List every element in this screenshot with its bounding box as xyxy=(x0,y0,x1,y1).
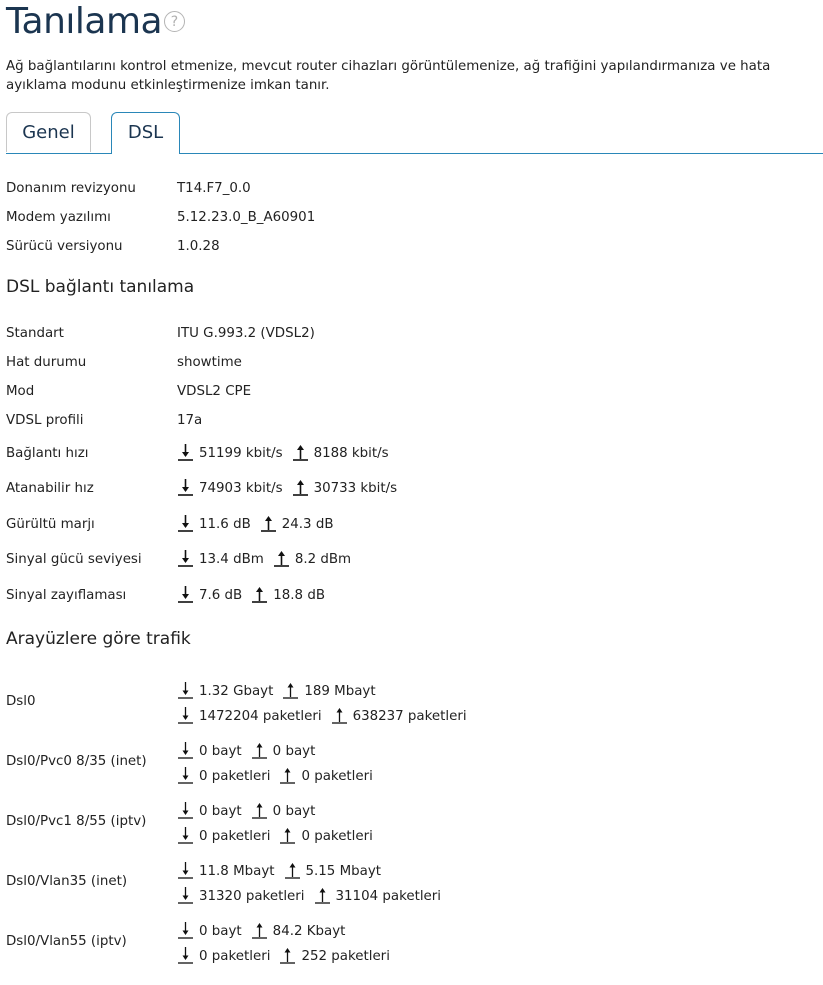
interface-label: Dsl0 xyxy=(6,694,36,709)
dsl-pair-noise-margin xyxy=(177,514,334,532)
download-arrow-icon xyxy=(177,706,194,724)
upload-arrow-icon xyxy=(279,946,296,964)
bytes-down: 0 bayt xyxy=(199,744,242,759)
interface-bytes-pvc0 xyxy=(177,741,315,759)
info-label: Donanım revizyonu xyxy=(6,181,136,196)
dsl-value: 17a xyxy=(177,413,203,428)
page-title: Tanılama xyxy=(6,1,163,42)
upload-arrow-icon xyxy=(314,886,331,904)
info-value: 5.12.23.0_B_A60901 xyxy=(177,210,316,225)
dsl-label: Sinyal gücü seviyesi xyxy=(6,552,142,567)
traffic-section-title: Arayüzlere göre trafik xyxy=(6,629,191,649)
info-label: Modem yazılımı xyxy=(6,210,111,225)
tab-bar xyxy=(6,112,823,154)
dsl-label: Mod xyxy=(6,384,35,399)
interface-label: Dsl0/Pvc0 8/35 (inet) xyxy=(6,754,147,769)
dsl-section-title: DSL bağlantı tanılama xyxy=(6,277,195,297)
bytes-up: 84.2 Kbayt xyxy=(272,924,346,939)
packets-down: 0 paketleri xyxy=(199,949,271,964)
up-value: 18.8 dB xyxy=(273,588,326,603)
tab-dsl[interactable]: DSL xyxy=(111,112,180,154)
upload-arrow-icon xyxy=(282,681,299,699)
packets-up: 0 paketleri xyxy=(301,769,373,784)
down-value: 13.4 dBm xyxy=(199,552,264,567)
interface-bytes-pvc1 xyxy=(177,801,315,819)
interface-label: Dsl0/Vlan55 (iptv) xyxy=(6,934,127,949)
info-value: 1.0.28 xyxy=(177,239,220,254)
packets-up: 31104 paketleri xyxy=(335,889,442,904)
dsl-label: Atanabilir hız xyxy=(6,481,94,496)
upload-arrow-icon xyxy=(279,826,296,844)
dsl-label: Gürültü marjı xyxy=(6,517,95,532)
dsl-pair-connection-speed xyxy=(177,443,389,461)
dsl-value: VDSL2 CPE xyxy=(177,384,252,399)
upload-arrow-icon xyxy=(292,478,309,496)
dsl-label: Bağlantı hızı xyxy=(6,446,89,461)
dsl-pair-signal-power xyxy=(177,549,351,567)
upload-arrow-icon xyxy=(251,741,268,759)
interface-bytes-dsl0 xyxy=(177,681,376,699)
interface-packets-dsl0 xyxy=(177,706,467,724)
packets-down: 0 paketleri xyxy=(199,769,271,784)
interface-packets-pvc1 xyxy=(177,826,373,844)
interface-packets-pvc0 xyxy=(177,766,373,784)
download-arrow-icon xyxy=(177,801,194,819)
down-value: 51199 kbit/s xyxy=(199,446,283,461)
download-arrow-icon xyxy=(177,861,194,879)
interface-label: Dsl0/Vlan35 (inet) xyxy=(6,874,128,889)
upload-arrow-icon xyxy=(251,921,268,939)
info-label: Sürücü versiyonu xyxy=(6,239,123,254)
dsl-pair-signal-attenuation xyxy=(177,585,325,603)
download-arrow-icon xyxy=(177,681,194,699)
up-value: 8188 kbit/s xyxy=(313,446,389,461)
down-value: 7.6 dB xyxy=(199,588,243,603)
interface-label: Dsl0/Pvc1 8/55 (iptv) xyxy=(6,814,147,829)
dsl-value: showtime xyxy=(177,355,242,370)
info-value: T14.F7_0.0 xyxy=(177,181,251,196)
packets-down: 1472204 paketleri xyxy=(199,709,322,724)
dsl-pair-attainable-rate xyxy=(177,478,397,496)
download-arrow-icon xyxy=(177,478,194,496)
bytes-down: 0 bayt xyxy=(199,804,242,819)
dsl-label: Standart xyxy=(6,326,64,341)
download-arrow-icon xyxy=(177,826,194,844)
dsl-label: Hat durumu xyxy=(6,355,87,370)
upload-arrow-icon xyxy=(331,706,348,724)
bytes-down: 11.8 Mbayt xyxy=(199,864,275,879)
up-value: 24.3 dB xyxy=(281,517,334,532)
download-arrow-icon xyxy=(177,741,194,759)
dsl-value: ITU G.993.2 (VDSL2) xyxy=(177,326,315,341)
bytes-down: 0 bayt xyxy=(199,924,242,939)
interface-packets-vlan55 xyxy=(177,946,390,964)
upload-arrow-icon xyxy=(273,549,290,567)
upload-arrow-icon xyxy=(260,514,277,532)
upload-arrow-icon xyxy=(251,801,268,819)
interface-packets-vlan35 xyxy=(177,886,441,904)
interface-bytes-vlan35 xyxy=(177,861,381,879)
packets-down: 31320 paketleri xyxy=(199,889,305,904)
upload-arrow-icon xyxy=(279,766,296,784)
interface-bytes-vlan55 xyxy=(177,921,345,939)
download-arrow-icon xyxy=(177,921,194,939)
packets-up: 0 paketleri xyxy=(301,829,373,844)
download-arrow-icon xyxy=(177,549,194,567)
up-value: 8.2 dBm xyxy=(294,552,352,567)
down-value: 74903 kbit/s xyxy=(199,481,283,496)
download-arrow-icon xyxy=(177,886,194,904)
bytes-up: 5.15 Mbayt xyxy=(305,864,382,879)
download-arrow-icon xyxy=(177,766,194,784)
download-arrow-icon xyxy=(177,585,194,603)
upload-arrow-icon xyxy=(284,861,301,879)
dsl-label: Sinyal zayıflaması xyxy=(6,588,127,603)
bytes-up: 189 Mbayt xyxy=(304,684,376,699)
bytes-up: 0 bayt xyxy=(272,744,316,759)
bytes-down: 1.32 Gbayt xyxy=(199,684,274,699)
tab-genel[interactable]: Genel xyxy=(6,112,91,152)
packets-up: 252 paketleri xyxy=(301,949,390,964)
packets-down: 0 paketleri xyxy=(199,829,271,844)
up-value: 30733 kbit/s xyxy=(313,481,398,496)
upload-arrow-icon xyxy=(251,585,268,603)
download-arrow-icon xyxy=(177,514,194,532)
dsl-label: VDSL profili xyxy=(6,413,84,428)
packets-up: 638237 paketleri xyxy=(352,709,467,724)
upload-arrow-icon xyxy=(292,443,309,461)
help-icon[interactable]: ? xyxy=(164,11,185,32)
download-arrow-icon xyxy=(177,443,194,461)
bytes-up: 0 bayt xyxy=(272,804,316,819)
download-arrow-icon xyxy=(177,946,194,964)
page-description: Ağ bağlantılarını kontrol etmenize, mevcut router cihazları görüntülemenize, ağ trafiğini yapılandırmanıza ve hata ayıklama modunu etkinleştirmenize imkan tanır. xyxy=(6,59,771,93)
down-value: 11.6 dB xyxy=(199,517,251,532)
